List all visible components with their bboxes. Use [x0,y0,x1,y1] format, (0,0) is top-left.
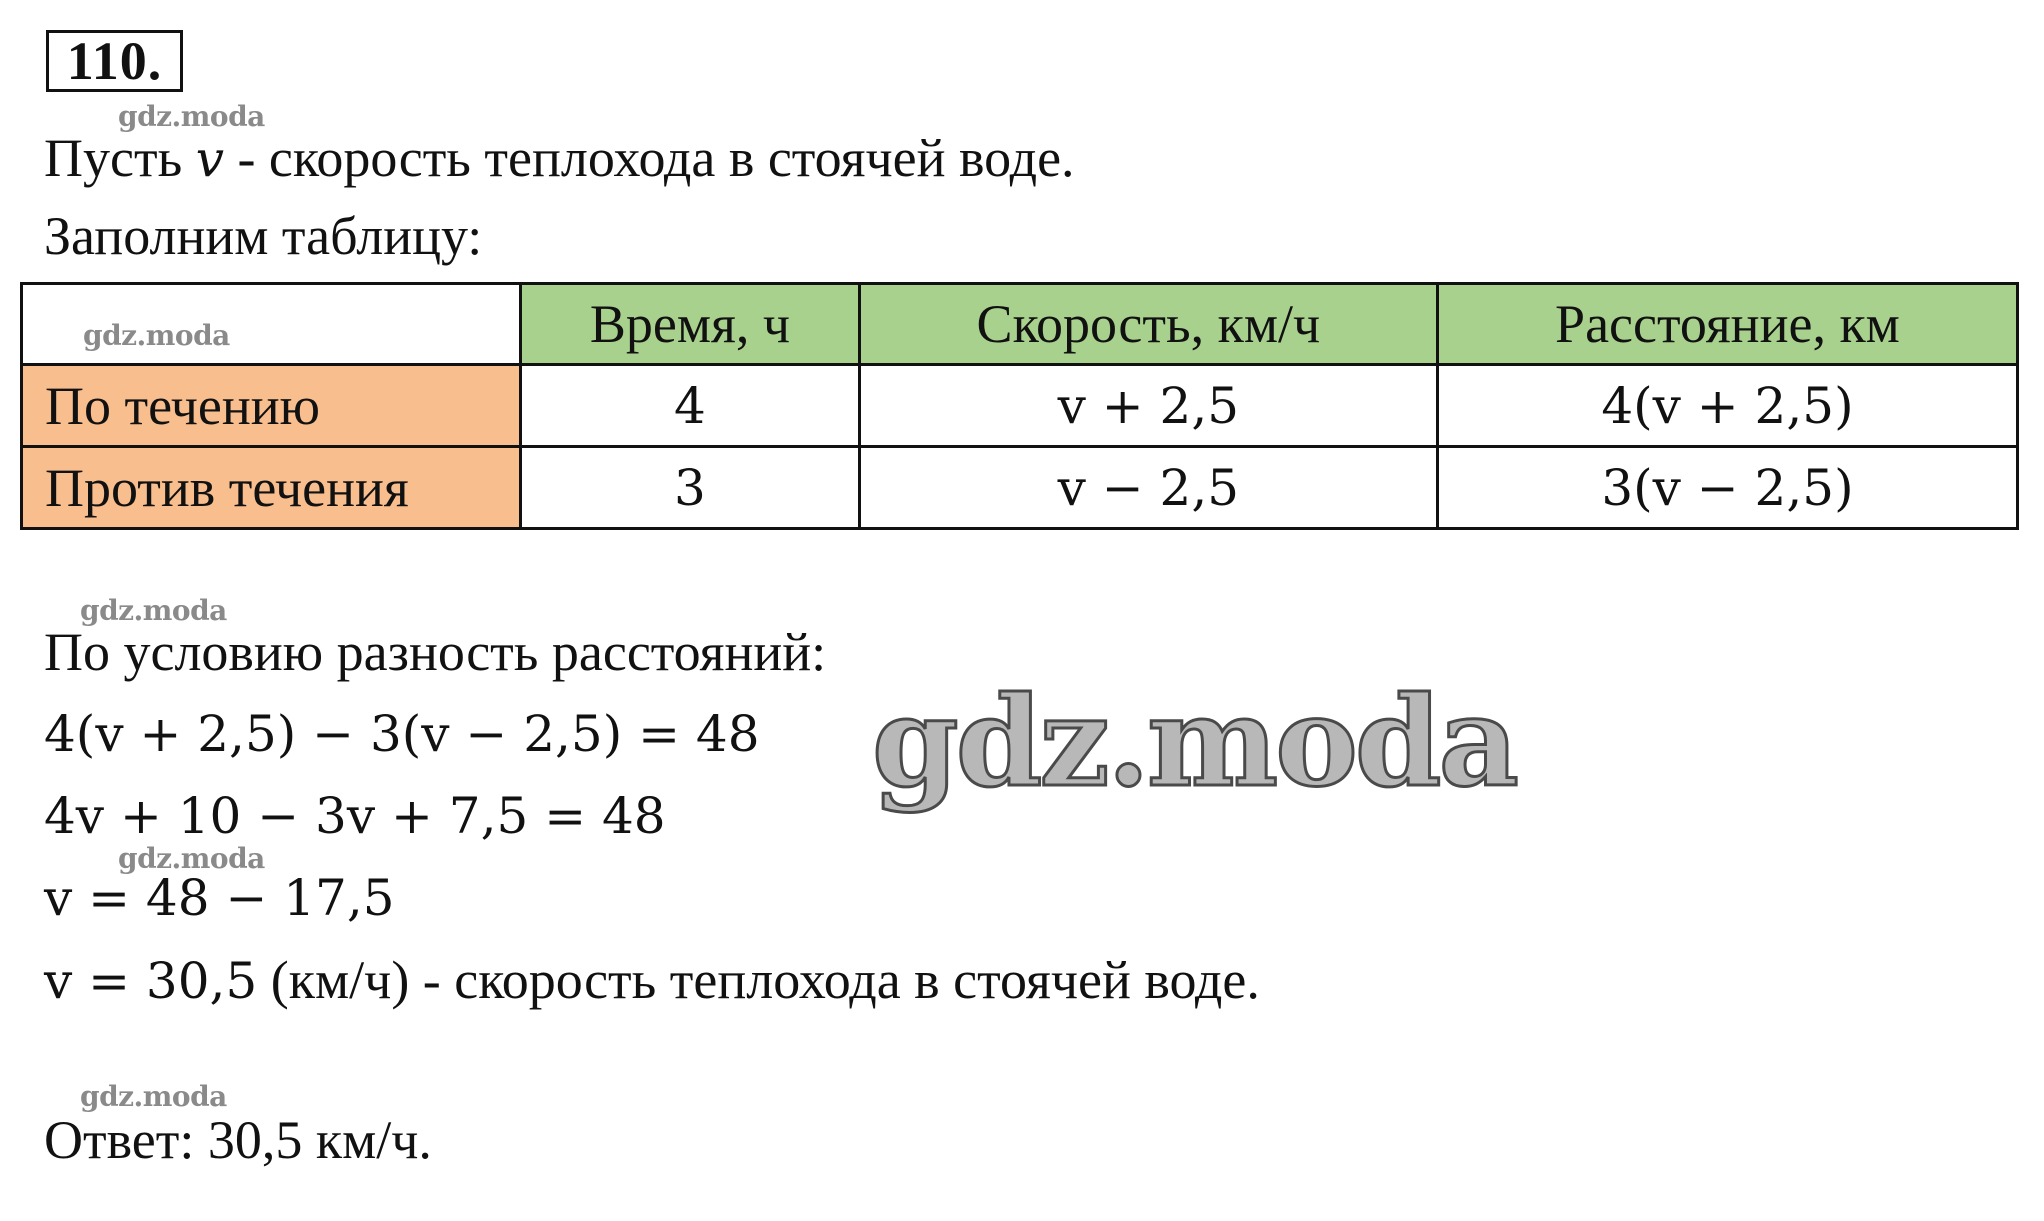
problem-number: 110. [46,30,183,92]
table-corner-cell [22,284,521,365]
answer-line: Ответ: 30,5 км/ч. [44,1110,432,1170]
cell-time: 4 [521,365,860,447]
cell-time: 3 [521,447,860,529]
watermark-logo: gdz.moda [80,1080,227,1113]
equation-1: 4(v + 2,5) − 3(v − 2,5) = 48 [44,705,760,763]
cell-distance: 4(v + 2,5) [1437,365,2017,447]
condition-line: По условию разность расстояний: [44,622,827,682]
row-label-upstream: Против течения [22,447,521,529]
table-header-row [22,284,2018,365]
equation-3: v = 48 − 17,5 [44,869,395,927]
table-row [22,447,2018,529]
header-distance: Расстояние, км [1437,284,2017,365]
watermark-logo-large: gdz.moda [872,670,1516,815]
table-row [22,365,2018,447]
watermark-logo: gdz.moda [80,594,227,627]
table-intro: Заполним таблицу: [44,206,483,266]
intro-text-after: - скорость теплохода в стоячей воде. [223,128,1075,188]
equation-2: 4v + 10 − 3v + 7,5 = 48 [44,787,666,845]
cell-distance: 3(v − 2,5) [1437,447,2017,529]
header-speed: Скорость, км/ч [859,284,1437,365]
variable-v: v [195,130,224,188]
watermark-logo: gdz.moda [118,842,265,875]
data-table [20,282,2019,530]
result-text: (км/ч) - скорость теплохода в стоячей воде. [257,950,1260,1010]
row-label-downstream: По течению [22,365,521,447]
header-time: Время, ч [521,284,860,365]
result-expression: v = 30,5 [44,952,258,1010]
intro-line [44,128,1075,189]
watermark-logo: gdz.moda [118,100,265,133]
intro-text-before: Пусть [44,128,196,188]
cell-speed: v + 2,5 [859,365,1437,447]
watermark-logo: gdz.moda [83,319,230,352]
result-line [44,950,1260,1011]
cell-speed: v − 2,5 [859,447,1437,529]
